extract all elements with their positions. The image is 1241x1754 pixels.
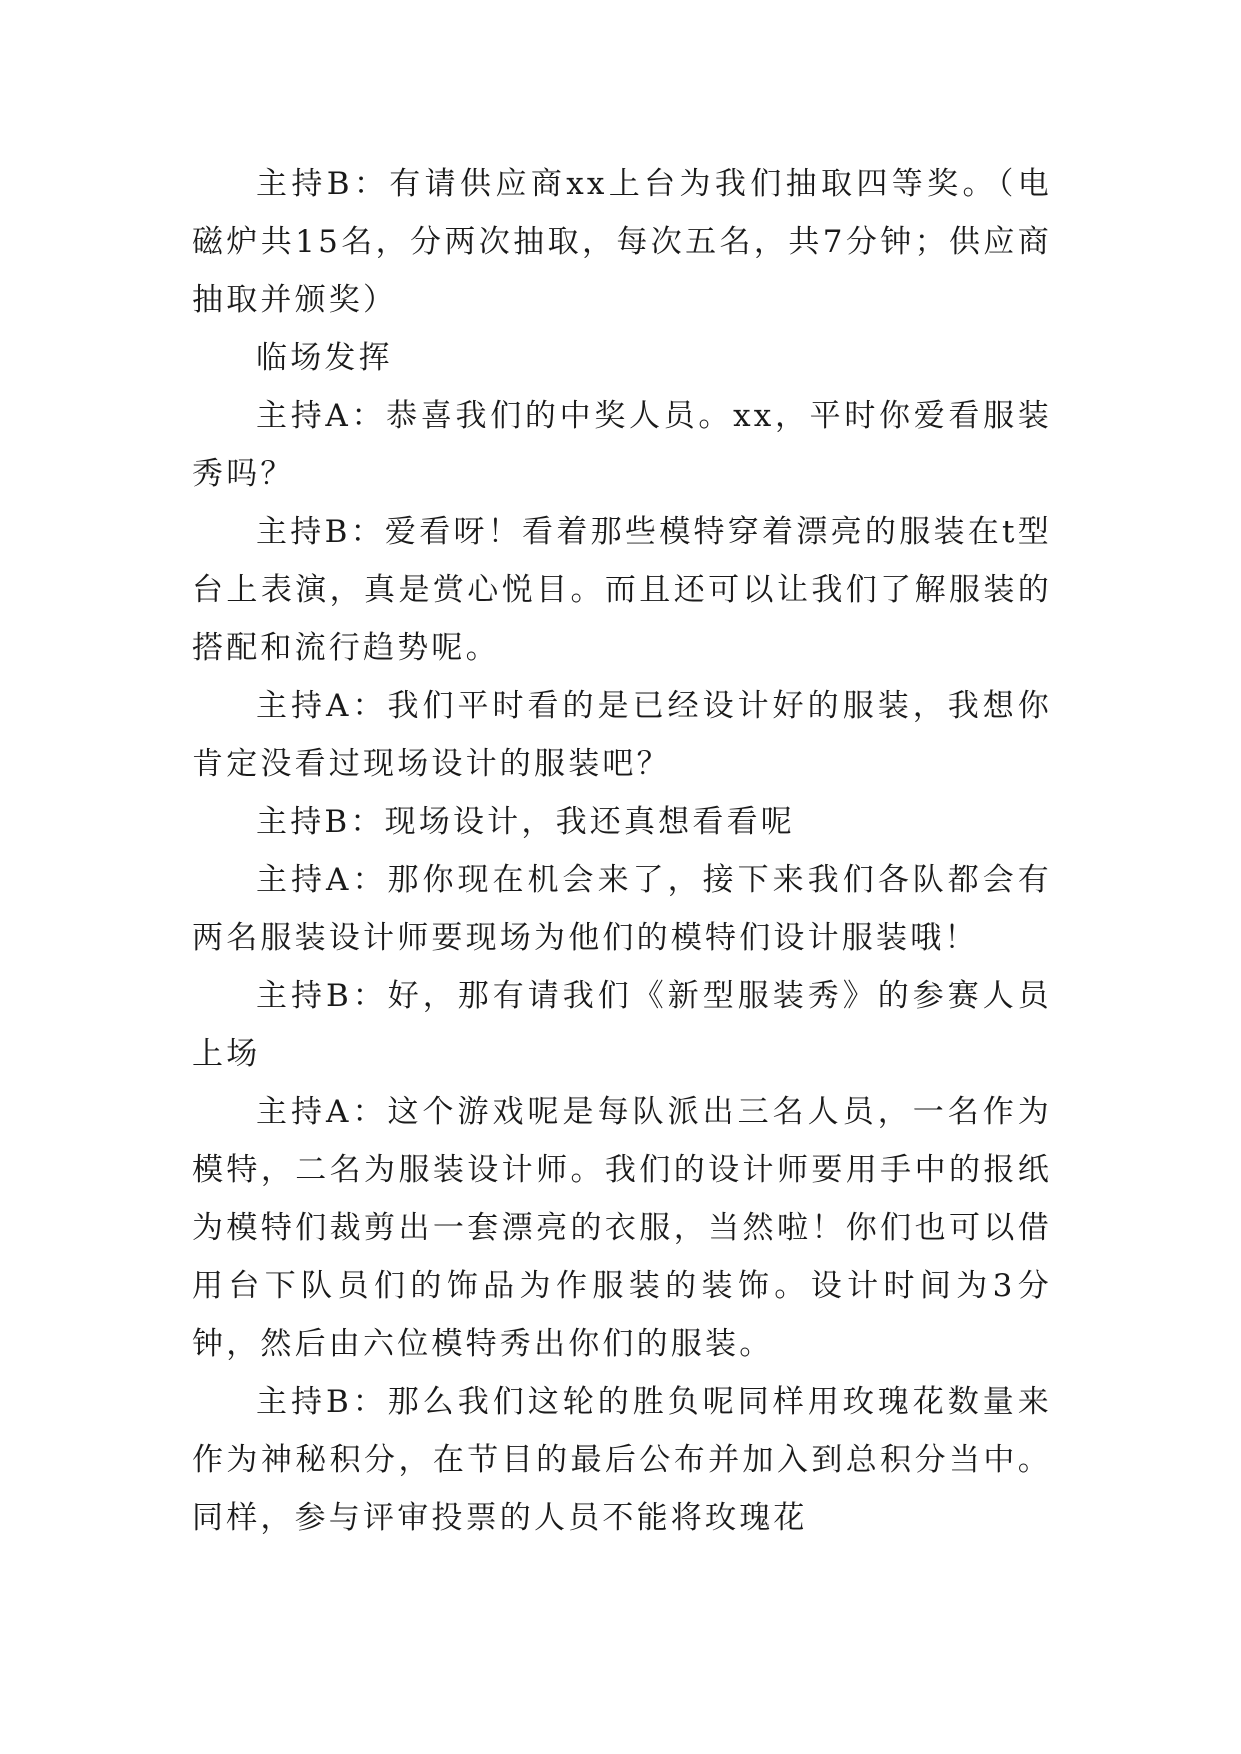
paragraph-host-b-contestants: 主持B：好，那有请我们《新型服装秀》的参赛人员上场 bbox=[192, 978, 1052, 1072]
paragraph-host-a-game-rules: 主持A：这个游戏呢是每队派出三名人员，一名作为模特，二名为服装设计师。我们的设计师要用手中的报纸为模特们裁剪出一套漂亮的衣服，当然啦！你们也可以借用台下队员们的饰品为作服装的装饰。设计时间为3分钟，然后由六位模特秀出你们的服装。 bbox=[192, 1094, 1052, 1362]
document-body bbox=[192, 155, 1052, 1547]
paragraph-host-b-fourth-prize: 主持B：有请供应商xx上台为我们抽取四等奖。（电磁炉共15名，分两次抽取，每次五名，共7分钟；供应商抽取并颁奖） bbox=[192, 166, 1052, 318]
paragraph-host-a-designed-clothes: 主持A：我们平时看的是已经设计好的服装，我想你肯定没看过现场设计的服装吧？ bbox=[192, 688, 1052, 782]
paragraph-host-a-congrats: 主持A：恭喜我们的中奖人员。xx，平时你爱看服装秀吗？ bbox=[192, 398, 1052, 492]
paragraph-improvise: 临场发挥 bbox=[256, 340, 393, 376]
paragraph-host-b-onsite-design: 主持B：现场设计，我还真想看看呢 bbox=[256, 804, 795, 840]
paragraph-host-b-scoring: 主持B：那么我们这轮的胜负呢同样用玫瑰花数量来作为神秘积分，在节目的最后公布并加入到总积分当中。同样，参与评审投票的人员不能将玫瑰花 bbox=[192, 1384, 1052, 1536]
paragraph-host-a-opportunity: 主持A：那你现在机会来了，接下来我们各队都会有两名服装设计师要现场为他们的模特们设计服装哦！ bbox=[192, 862, 1052, 956]
paragraph-host-b-love-shows: 主持B：爱看呀！看着那些模特穿着漂亮的服装在t型台上表演，真是赏心悦目。而且还可以让我们了解服装的搭配和流行趋势呢。 bbox=[192, 514, 1052, 666]
